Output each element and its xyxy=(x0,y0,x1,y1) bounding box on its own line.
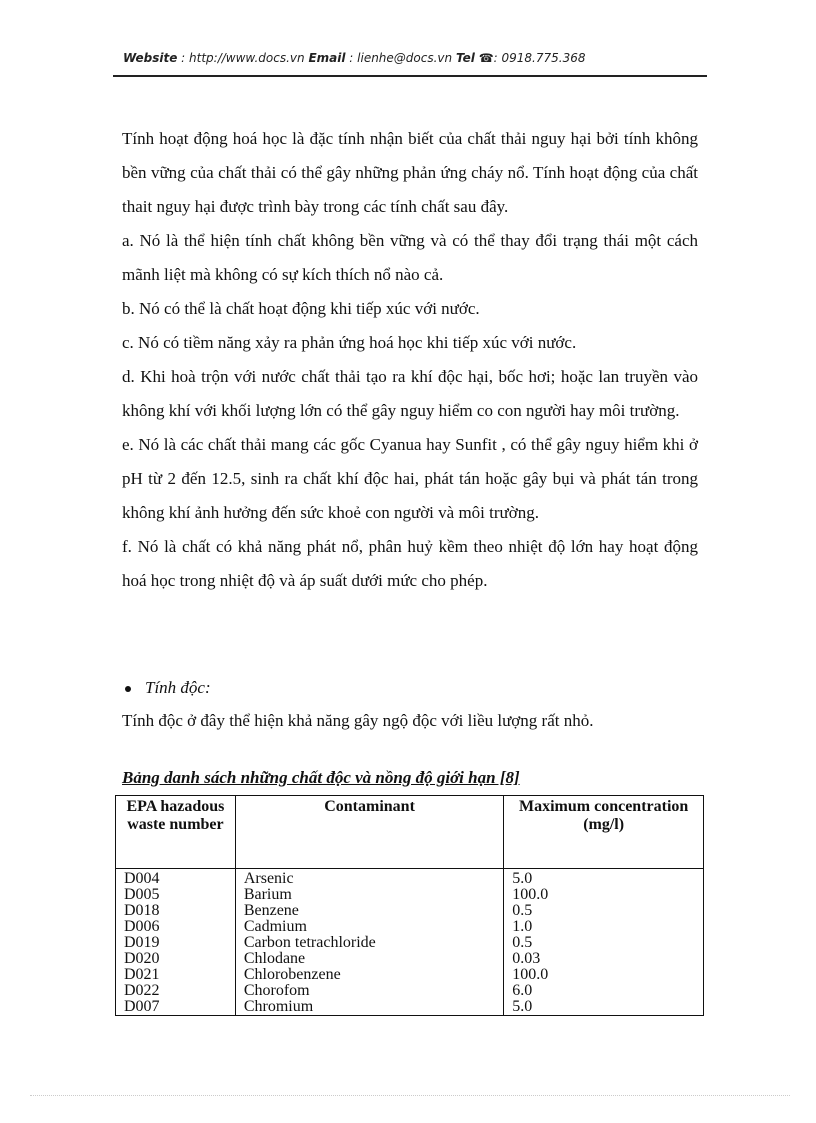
contaminant-cell: Chlodane xyxy=(235,951,503,967)
toxicity-heading: Tính độc: xyxy=(145,678,211,697)
page-header xyxy=(123,51,723,65)
epa-number-cell: D006 xyxy=(116,919,236,935)
item-c: c. Nó có tiềm năng xảy ra phản ứng hoá học khi tiếp xúc với nước. xyxy=(122,333,577,352)
header-epa-number: EPA hazadous waste number xyxy=(116,796,236,869)
contaminant-cell: Arsenic xyxy=(235,869,503,888)
contaminant-table xyxy=(115,795,704,1016)
tel-label: Tel xyxy=(455,51,475,65)
intro-paragraph: Tính hoạt động hoá học là đặc tính nhận biết của chất thải nguy hại bởi tính không bền vững của chất thải có thể gây những phản ứng cháy nổ. Tính hoạt động của chất thait nguy hại được trình bày trong các tính chất sau đây. xyxy=(122,129,698,216)
table-header-row xyxy=(116,796,704,869)
table-row xyxy=(116,887,704,903)
concentration-cell: 6.0 xyxy=(504,983,704,999)
concentration-cell: 5.0 xyxy=(504,999,704,1016)
header-max-concentration: Maximum concentration (mg/l) xyxy=(504,796,704,869)
bullet-dot-icon xyxy=(125,686,131,692)
contaminant-cell: Chromium xyxy=(235,999,503,1016)
item-e: e. Nó là các chất thải mang các gốc Cyanua hay Sunfit , có thể gây nguy hiểm khi ở pH từ 2 đến 12.5, sinh ra chất khí độc hai, phát tán hoặc gây bụi và phát tán trong không khí ảnh hưởng đến sức khoẻ con người và môi trường. xyxy=(122,435,698,522)
concentration-cell: 0.5 xyxy=(504,935,704,951)
table-row xyxy=(116,999,704,1016)
concentration-cell: 100.0 xyxy=(504,887,704,903)
toxicity-paragraph: Tính độc ở đây thể hiện khả năng gây ngộ độc với liều lượng rất nhỏ. xyxy=(122,711,594,730)
email-label: Email xyxy=(308,51,346,65)
concentration-cell: 0.03 xyxy=(504,951,704,967)
page-footer-line xyxy=(30,1095,790,1096)
concentration-cell: 5.0 xyxy=(504,869,704,888)
item-b: b. Nó có thể là chất hoạt động khi tiếp xúc với nước. xyxy=(122,299,480,318)
epa-number-cell: D019 xyxy=(116,935,236,951)
epa-number-cell: D007 xyxy=(116,999,236,1016)
header-contaminant: Contaminant xyxy=(235,796,503,869)
concentration-cell: 100.0 xyxy=(504,967,704,983)
website-url[interactable]: : http://www.docs.vn xyxy=(181,51,305,65)
contaminant-cell: Chorofom xyxy=(235,983,503,999)
contaminant-cell: Chlorobenzene xyxy=(235,967,503,983)
contaminant-cell: Cadmium xyxy=(235,919,503,935)
table-row xyxy=(116,983,704,999)
item-d: d. Khi hoà trộn với nước chất thải tạo ra khí độc hại, bốc hơi; hoặc lan truyền vào không khí với khối lượng lớn có thể gây nguy hiểm co con người hay môi trường. xyxy=(122,367,698,420)
header-divider xyxy=(113,75,707,77)
epa-number-cell: D022 xyxy=(116,983,236,999)
table-row xyxy=(116,935,704,951)
table-row xyxy=(116,951,704,967)
concentration-cell: 1.0 xyxy=(504,919,704,935)
table-row xyxy=(116,967,704,983)
website-label: Website xyxy=(123,51,178,65)
tel-number: : 0918.775.368 xyxy=(493,51,586,65)
contaminant-cell: Benzene xyxy=(235,903,503,919)
epa-number-cell: D004 xyxy=(116,869,236,888)
table-row xyxy=(116,869,704,888)
toxicity-bullet xyxy=(125,676,211,700)
epa-number-cell: D020 xyxy=(116,951,236,967)
email-address[interactable]: : lienhe@docs.vn xyxy=(349,51,453,65)
table-row xyxy=(116,903,704,919)
contaminant-cell: Barium xyxy=(235,887,503,903)
contaminant-cell: Carbon tetrachloride xyxy=(235,935,503,951)
epa-number-cell: D005 xyxy=(116,887,236,903)
item-a: a. Nó là thể hiện tính chất không bền vững và có thể thay đổi trạng thái một cách mãnh liệt mà không có sự kích thích nổ nào cả. xyxy=(122,231,698,284)
phone-icon: ☎ xyxy=(478,51,494,65)
body-text xyxy=(122,122,698,598)
concentration-cell: 0.5 xyxy=(504,903,704,919)
epa-number-cell: D018 xyxy=(116,903,236,919)
table-row xyxy=(116,919,704,935)
epa-number-cell: D021 xyxy=(116,967,236,983)
table-caption: Bảng danh sách những chất độc và nồng độ giới hạn [8] xyxy=(122,768,520,787)
item-f: f. Nó là chất có khả năng phát nổ, phân huỷ kềm theo nhiệt độ lớn hay hoạt động hoá học trong nhiệt độ và áp suất dưới mức cho phép. xyxy=(122,537,698,590)
